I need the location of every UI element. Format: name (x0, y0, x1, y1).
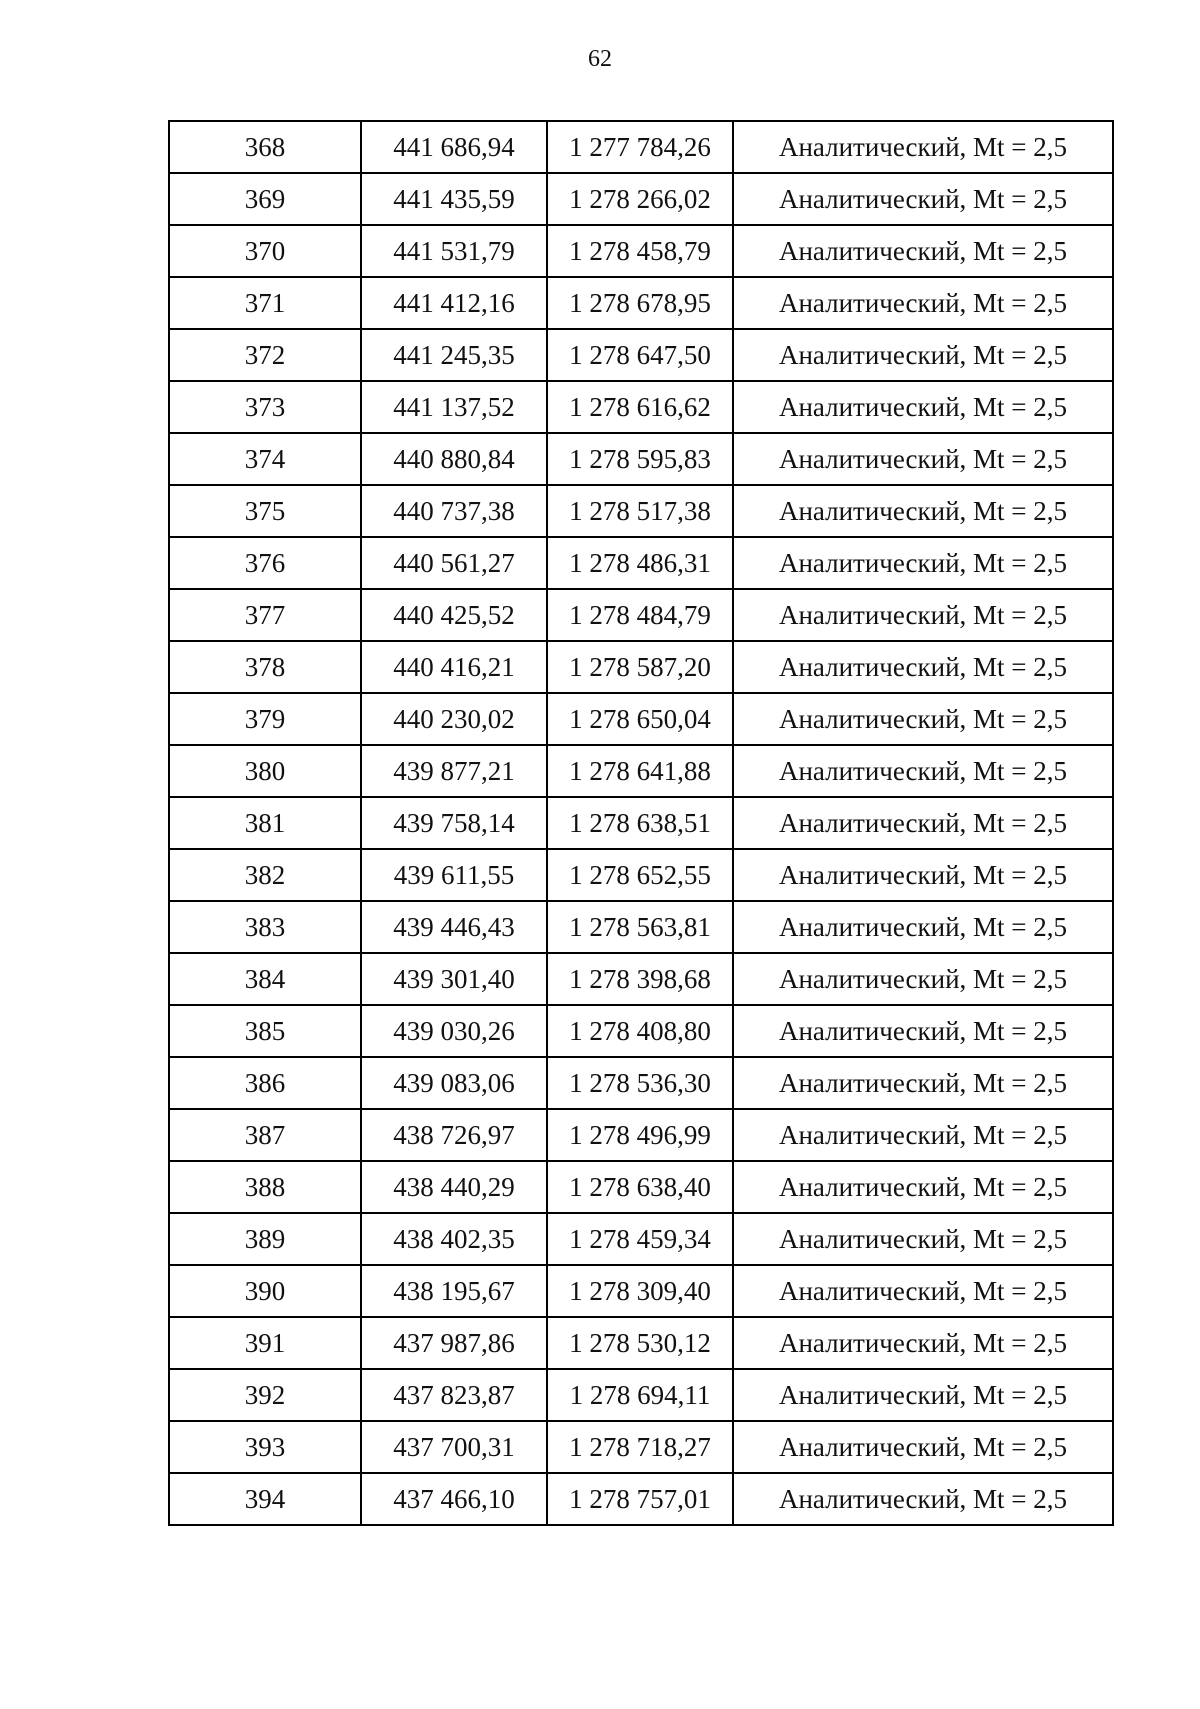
method-cell: Аналитический, Mt = 2,5 (733, 225, 1113, 277)
table-row (169, 589, 1113, 641)
point-number-cell: 368 (169, 121, 361, 173)
method-cell: Аналитический, Mt = 2,5 (733, 1109, 1113, 1161)
y-coordinate-cell: 1 278 517,38 (547, 485, 733, 537)
table-row (169, 641, 1113, 693)
x-coordinate-cell: 437 466,10 (361, 1473, 547, 1525)
x-coordinate-cell: 441 686,94 (361, 121, 547, 173)
method-cell: Аналитический, Mt = 2,5 (733, 1005, 1113, 1057)
y-coordinate-cell: 1 278 408,80 (547, 1005, 733, 1057)
method-cell: Аналитический, Mt = 2,5 (733, 1369, 1113, 1421)
y-coordinate-cell: 1 278 398,68 (547, 953, 733, 1005)
table-row (169, 1421, 1113, 1473)
table-row (169, 745, 1113, 797)
y-coordinate-cell: 1 278 595,83 (547, 433, 733, 485)
x-coordinate-cell: 440 416,21 (361, 641, 547, 693)
method-cell: Аналитический, Mt = 2,5 (733, 1161, 1113, 1213)
table-row (169, 1005, 1113, 1057)
x-coordinate-cell: 439 030,26 (361, 1005, 547, 1057)
y-coordinate-cell: 1 278 536,30 (547, 1057, 733, 1109)
table-row (169, 381, 1113, 433)
x-coordinate-cell: 441 412,16 (361, 277, 547, 329)
x-coordinate-cell: 437 823,87 (361, 1369, 547, 1421)
method-cell: Аналитический, Mt = 2,5 (733, 1473, 1113, 1525)
x-coordinate-cell: 440 425,52 (361, 589, 547, 641)
y-coordinate-cell: 1 277 784,26 (547, 121, 733, 173)
table-row (169, 1109, 1113, 1161)
method-cell: Аналитический, Mt = 2,5 (733, 1317, 1113, 1369)
point-number-cell: 381 (169, 797, 361, 849)
method-cell: Аналитический, Mt = 2,5 (733, 121, 1113, 173)
point-number-cell: 380 (169, 745, 361, 797)
method-cell: Аналитический, Mt = 2,5 (733, 589, 1113, 641)
method-cell: Аналитический, Mt = 2,5 (733, 1421, 1113, 1473)
coordinates-table (168, 120, 1114, 1526)
x-coordinate-cell: 439 301,40 (361, 953, 547, 1005)
point-number-cell: 377 (169, 589, 361, 641)
method-cell: Аналитический, Mt = 2,5 (733, 277, 1113, 329)
y-coordinate-cell: 1 278 652,55 (547, 849, 733, 901)
point-number-cell: 388 (169, 1161, 361, 1213)
x-coordinate-cell: 438 402,35 (361, 1213, 547, 1265)
table-row (169, 797, 1113, 849)
y-coordinate-cell: 1 278 496,99 (547, 1109, 733, 1161)
table-row (169, 277, 1113, 329)
y-coordinate-cell: 1 278 587,20 (547, 641, 733, 693)
y-coordinate-cell: 1 278 718,27 (547, 1421, 733, 1473)
point-number-cell: 370 (169, 225, 361, 277)
x-coordinate-cell: 441 137,52 (361, 381, 547, 433)
point-number-cell: 392 (169, 1369, 361, 1421)
coordinates-table-body (169, 121, 1113, 1525)
method-cell: Аналитический, Mt = 2,5 (733, 745, 1113, 797)
point-number-cell: 374 (169, 433, 361, 485)
point-number-cell: 369 (169, 173, 361, 225)
table-row (169, 693, 1113, 745)
table-row (169, 433, 1113, 485)
point-number-cell: 372 (169, 329, 361, 381)
table-row (169, 485, 1113, 537)
page-number: 62 (588, 46, 612, 72)
x-coordinate-cell: 438 195,67 (361, 1265, 547, 1317)
method-cell: Аналитический, Mt = 2,5 (733, 433, 1113, 485)
y-coordinate-cell: 1 278 694,11 (547, 1369, 733, 1421)
x-coordinate-cell: 439 083,06 (361, 1057, 547, 1109)
point-number-cell: 384 (169, 953, 361, 1005)
table-row (169, 1473, 1113, 1525)
point-number-cell: 394 (169, 1473, 361, 1525)
y-coordinate-cell: 1 278 459,34 (547, 1213, 733, 1265)
y-coordinate-cell: 1 278 650,04 (547, 693, 733, 745)
y-coordinate-cell: 1 278 530,12 (547, 1317, 733, 1369)
x-coordinate-cell: 439 446,43 (361, 901, 547, 953)
x-coordinate-cell: 440 561,27 (361, 537, 547, 589)
y-coordinate-cell: 1 278 638,51 (547, 797, 733, 849)
method-cell: Аналитический, Mt = 2,5 (733, 901, 1113, 953)
x-coordinate-cell: 441 531,79 (361, 225, 547, 277)
y-coordinate-cell: 1 278 638,40 (547, 1161, 733, 1213)
point-number-cell: 379 (169, 693, 361, 745)
point-number-cell: 375 (169, 485, 361, 537)
x-coordinate-cell: 437 987,86 (361, 1317, 547, 1369)
x-coordinate-cell: 439 758,14 (361, 797, 547, 849)
method-cell: Аналитический, Mt = 2,5 (733, 797, 1113, 849)
x-coordinate-cell: 439 611,55 (361, 849, 547, 901)
table-row (169, 173, 1113, 225)
x-coordinate-cell: 438 440,29 (361, 1161, 547, 1213)
table-row (169, 225, 1113, 277)
point-number-cell: 378 (169, 641, 361, 693)
table-row (169, 537, 1113, 589)
y-coordinate-cell: 1 278 266,02 (547, 173, 733, 225)
x-coordinate-cell: 440 880,84 (361, 433, 547, 485)
table-row (169, 1369, 1113, 1421)
point-number-cell: 386 (169, 1057, 361, 1109)
method-cell: Аналитический, Mt = 2,5 (733, 693, 1113, 745)
x-coordinate-cell: 441 435,59 (361, 173, 547, 225)
table-row (169, 329, 1113, 381)
point-number-cell: 376 (169, 537, 361, 589)
method-cell: Аналитический, Mt = 2,5 (733, 641, 1113, 693)
method-cell: Аналитический, Mt = 2,5 (733, 1213, 1113, 1265)
x-coordinate-cell: 438 726,97 (361, 1109, 547, 1161)
point-number-cell: 385 (169, 1005, 361, 1057)
y-coordinate-cell: 1 278 563,81 (547, 901, 733, 953)
y-coordinate-cell: 1 278 757,01 (547, 1473, 733, 1525)
point-number-cell: 393 (169, 1421, 361, 1473)
method-cell: Аналитический, Mt = 2,5 (733, 485, 1113, 537)
y-coordinate-cell: 1 278 641,88 (547, 745, 733, 797)
method-cell: Аналитический, Mt = 2,5 (733, 381, 1113, 433)
method-cell: Аналитический, Mt = 2,5 (733, 173, 1113, 225)
method-cell: Аналитический, Mt = 2,5 (733, 953, 1113, 1005)
x-coordinate-cell: 440 737,38 (361, 485, 547, 537)
x-coordinate-cell: 440 230,02 (361, 693, 547, 745)
table-row (169, 849, 1113, 901)
method-cell: Аналитический, Mt = 2,5 (733, 1057, 1113, 1109)
method-cell: Аналитический, Mt = 2,5 (733, 329, 1113, 381)
point-number-cell: 382 (169, 849, 361, 901)
x-coordinate-cell: 439 877,21 (361, 745, 547, 797)
method-cell: Аналитический, Mt = 2,5 (733, 1265, 1113, 1317)
y-coordinate-cell: 1 278 486,31 (547, 537, 733, 589)
point-number-cell: 387 (169, 1109, 361, 1161)
method-cell: Аналитический, Mt = 2,5 (733, 849, 1113, 901)
method-cell: Аналитический, Mt = 2,5 (733, 537, 1113, 589)
y-coordinate-cell: 1 278 309,40 (547, 1265, 733, 1317)
y-coordinate-cell: 1 278 484,79 (547, 589, 733, 641)
y-coordinate-cell: 1 278 647,50 (547, 329, 733, 381)
point-number-cell: 371 (169, 277, 361, 329)
y-coordinate-cell: 1 278 458,79 (547, 225, 733, 277)
table-row (169, 953, 1113, 1005)
point-number-cell: 391 (169, 1317, 361, 1369)
table-row (169, 1161, 1113, 1213)
y-coordinate-cell: 1 278 616,62 (547, 381, 733, 433)
point-number-cell: 373 (169, 381, 361, 433)
table-row (169, 901, 1113, 953)
point-number-cell: 383 (169, 901, 361, 953)
point-number-cell: 390 (169, 1265, 361, 1317)
table-row (169, 1213, 1113, 1265)
table-row (169, 1317, 1113, 1369)
x-coordinate-cell: 441 245,35 (361, 329, 547, 381)
y-coordinate-cell: 1 278 678,95 (547, 277, 733, 329)
table-row (169, 121, 1113, 173)
table-row (169, 1265, 1113, 1317)
point-number-cell: 389 (169, 1213, 361, 1265)
table-row (169, 1057, 1113, 1109)
x-coordinate-cell: 437 700,31 (361, 1421, 547, 1473)
